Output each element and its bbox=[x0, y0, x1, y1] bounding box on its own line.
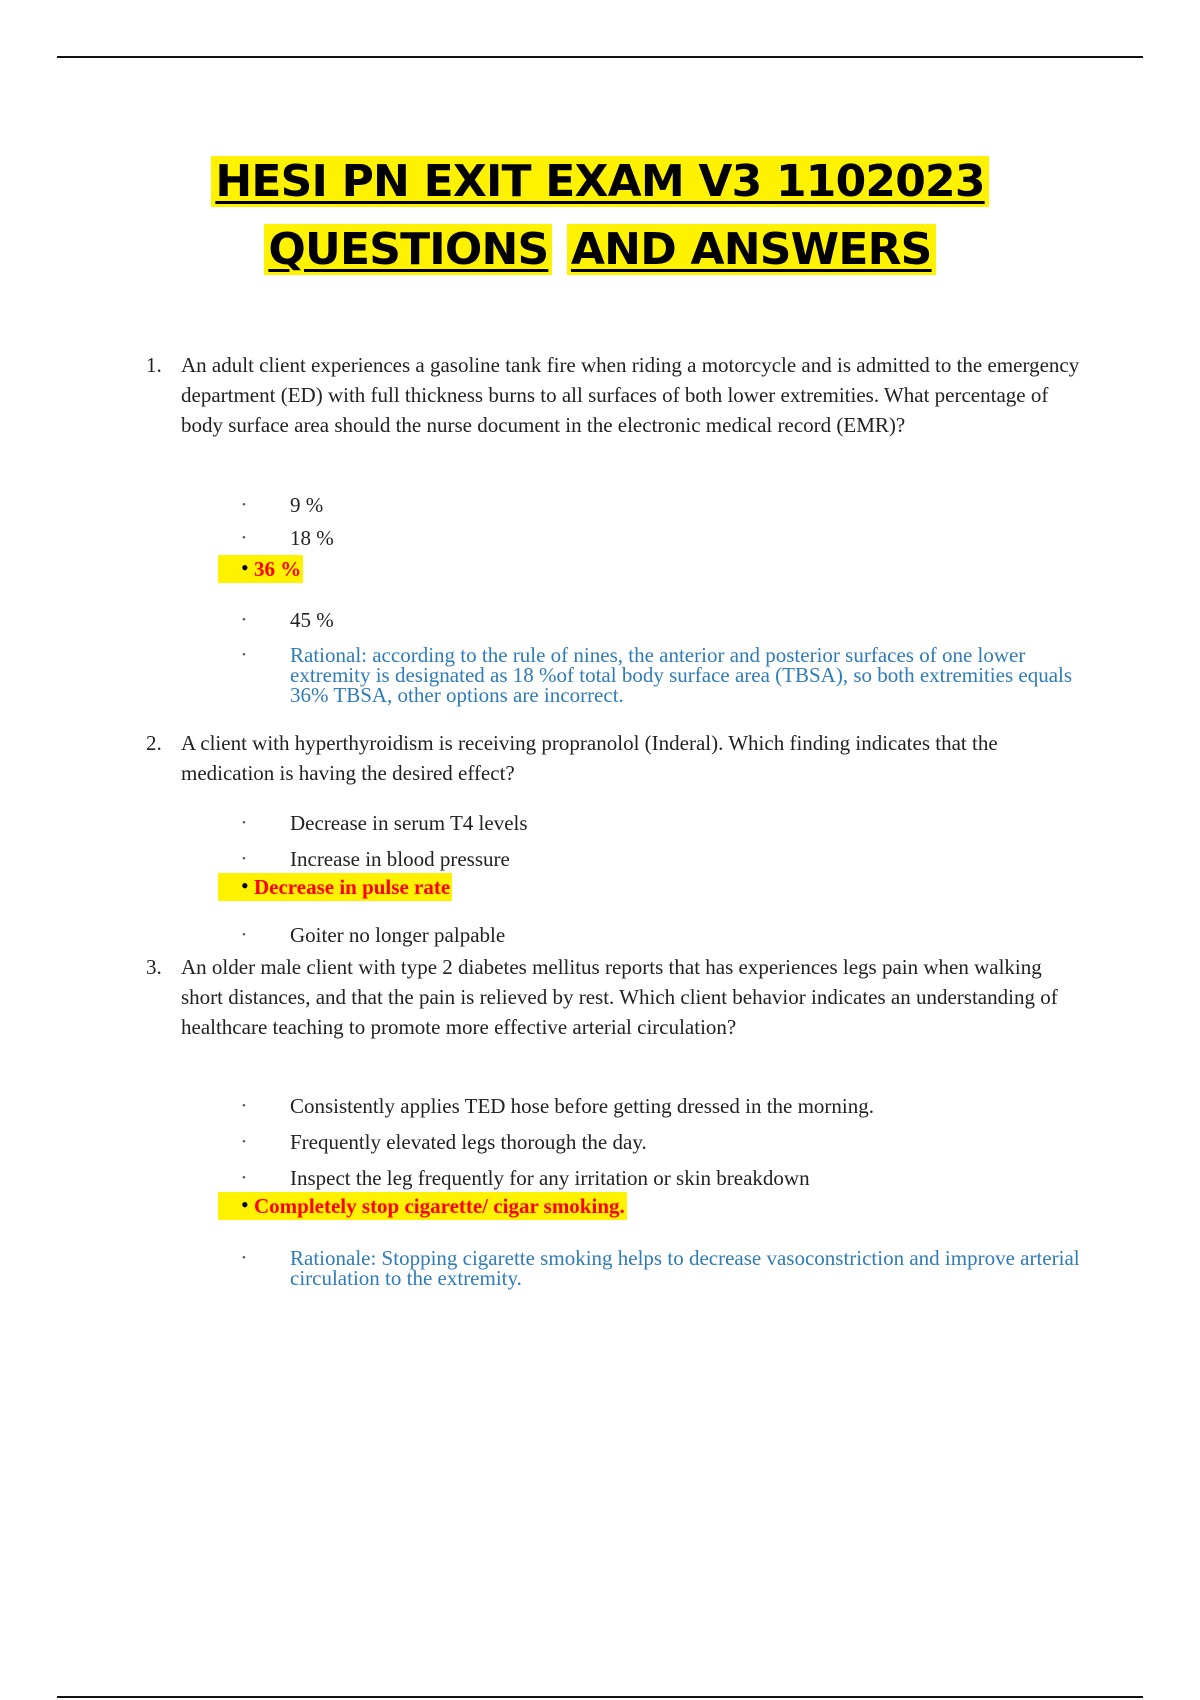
rationale bbox=[242, 1246, 1084, 1290]
correct-answer-option bbox=[241, 1191, 627, 1221]
title-line-1: HESI PN EXIT EXAM V3 1102023 bbox=[211, 156, 988, 207]
bullet-icon: • bbox=[242, 1252, 246, 1264]
rationale bbox=[242, 643, 1084, 707]
option-text: 45 % bbox=[290, 608, 334, 632]
question-text: A client with hyperthyroidism is receiving propranolol (Inderal). Which finding indicates that the medication is having the desired effect? bbox=[181, 731, 998, 785]
question-1 bbox=[146, 350, 1081, 440]
bullet-icon: • bbox=[242, 1172, 246, 1184]
correct-option-text: 36 % bbox=[218, 555, 303, 583]
bullet-icon: • bbox=[242, 817, 246, 829]
rationale-text: Rationale: Stopping cigarette smoking helps to decrease vasoconstriction and improve arterial circulation to the extremity. bbox=[290, 1246, 1080, 1290]
correct-answer-option bbox=[241, 872, 452, 902]
question-number: 3. bbox=[146, 955, 162, 979]
answer-option bbox=[242, 1091, 875, 1121]
option-text: Increase in blood pressure bbox=[290, 847, 510, 871]
bullet-icon: • bbox=[242, 1136, 246, 1148]
title-line-2-questions: QUESTIONS bbox=[264, 224, 552, 275]
bullet-icon: • bbox=[241, 555, 249, 580]
option-text: Goiter no longer palpable bbox=[290, 923, 506, 947]
rationale-text: Rational: according to the rule of nines, the anterior and posterior surfaces of one lower extremity is designated as 18 %of total body surface area (TBSA), so both extremities equals 36% TBSA, other options are incorrect. bbox=[290, 643, 1073, 707]
answer-option bbox=[242, 1163, 810, 1193]
bullet-icon: • bbox=[242, 1100, 246, 1112]
title-line-2-answers: AND ANSWERS bbox=[567, 224, 936, 275]
option-text: 18 % bbox=[290, 526, 334, 550]
answer-option bbox=[242, 808, 528, 838]
answer-option bbox=[242, 605, 334, 635]
answer-option bbox=[242, 844, 510, 874]
top-rule bbox=[57, 56, 1143, 58]
correct-option-text: Decrease in pulse rate bbox=[218, 873, 452, 901]
bullet-icon: • bbox=[242, 929, 246, 941]
correct-answer-option bbox=[241, 554, 303, 584]
question-3 bbox=[146, 952, 1081, 1042]
question-number: 1. bbox=[146, 353, 162, 377]
answer-option bbox=[242, 523, 334, 553]
question-number: 2. bbox=[146, 731, 162, 755]
bottom-rule bbox=[57, 1696, 1143, 1698]
page-title bbox=[0, 148, 1200, 284]
option-text: Decrease in serum T4 levels bbox=[290, 811, 528, 835]
question-text: An older male client with type 2 diabetes mellitus reports that has experiences legs pain when walking short distances, and that the pain is relieved by rest. Which client behavior indicates an understanding of healthcare teaching to promote more effective arterial circulation? bbox=[181, 955, 1058, 1039]
answer-option bbox=[242, 920, 506, 950]
option-text: Inspect the leg frequently for any irritation or skin breakdown bbox=[290, 1166, 810, 1190]
bullet-icon: • bbox=[242, 614, 246, 626]
answer-option bbox=[242, 490, 324, 520]
option-text: Consistently applies TED hose before getting dressed in the morning. bbox=[290, 1094, 875, 1118]
correct-option-text: Completely stop cigarette/ cigar smoking. bbox=[218, 1192, 627, 1220]
bullet-icon: • bbox=[242, 532, 246, 544]
bullet-icon: • bbox=[241, 1192, 249, 1217]
question-text: An adult client experiences a gasoline tank fire when riding a motorcycle and is admitted to the emergency department (ED) with full thickness burns to all surfaces of both lower extremities. What percentage of body surface area should the nurse document in the electronic medical record (EMR)? bbox=[181, 353, 1080, 437]
bullet-icon: • bbox=[241, 873, 249, 898]
answer-option bbox=[242, 1127, 647, 1157]
question-2 bbox=[146, 728, 1081, 788]
bullet-icon: • bbox=[242, 853, 246, 865]
bullet-icon: • bbox=[242, 649, 246, 661]
option-text: Frequently elevated legs thorough the day. bbox=[290, 1130, 647, 1154]
option-text: 9 % bbox=[290, 493, 324, 517]
bullet-icon: • bbox=[242, 499, 246, 511]
